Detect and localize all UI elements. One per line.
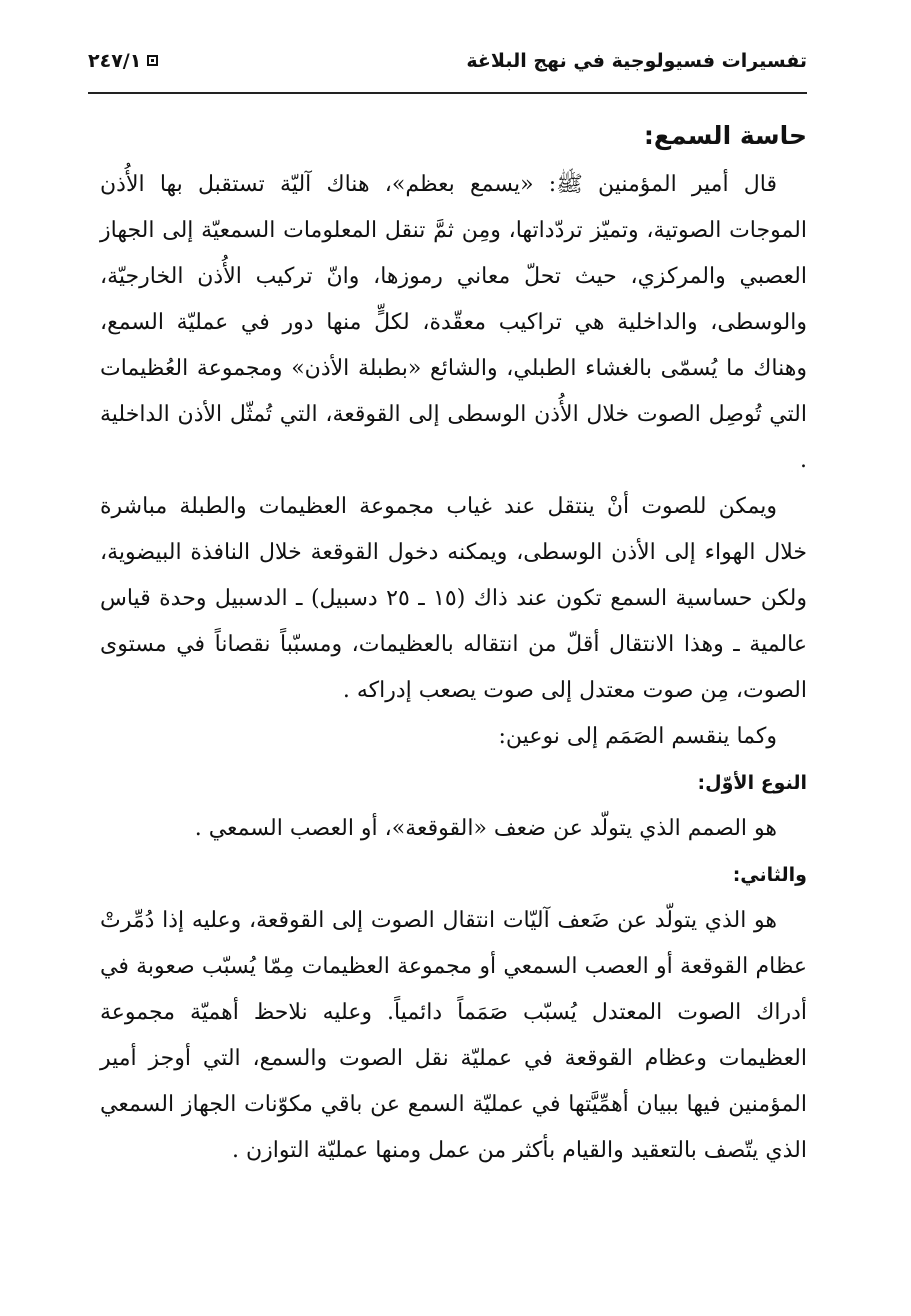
square-bullet-icon xyxy=(147,55,158,66)
running-title: تفسيرات فسيولوجية في نهج البلاغة xyxy=(466,50,807,72)
paragraph-4: هو الذي يتولّد عن ضَعف آليّات انتقال الصوت إلى القوقعة، وعليه إذا دُمِّرتْ عظام القوقعة أو العصب السمعي أو مجموعة العظيمات مِمّا يُسبّب صعوبة في أدراك الصوت المعتدل يُسبّب صَمَماً دائمياً. وعليه نلاحظ أهميّة مجموعة العظيمات وعظام القوقعة في عمليّة نقل الصوت والسمع، التي أوجز أمير المؤمنين فيها ببيان أهمِّيَّتها في عمليّة السمع عن باقي مكوّنات الجهاز السمعي الذي يتّصف بالتعقيد والقيام بأكثر من عمل ومنها عمليّة التوازن . xyxy=(100,908,807,1163)
page-number-block xyxy=(88,50,158,72)
paragraph-1: قال أمير المؤمنين ﷺ: «يسمع بعظم»، هناك آليّة تستقبل بها الأُذن الموجات الصوتية، وتميّز تردّداتها، ومِن ثمَّ تنقل المعلومات السمعيّة إلى الجهاز العصبي والمركزي، حيث تحلّ معاني رموزها، وانّ تركيب الأُذن الخارجيّة، والوسطى، والداخلية هي تراكيب معقّدة، لكلٍّ منها دور في عمليّة السمع، وهناك ما يُسمّى بالغشاء الطبلي، والشائع «بطبلة الأذن» ومجموعة العُظيمات التي تُوصِل الصوت خلال الأُذن الوسطى إلى القوقعة، التي تُمثّل الأذن الداخلية . xyxy=(100,172,807,473)
type-one-text: هو الصمم الذي يتولّد عن ضعف «القوقعة»، أو العصب السمعي . xyxy=(194,816,777,841)
page-header xyxy=(88,44,807,94)
section-title: حاسة السمع: xyxy=(643,121,807,150)
page-body xyxy=(100,110,807,1174)
page-number: ٢٤٧/١ xyxy=(88,50,142,72)
paragraph-3: وكما ينقسم الصَمَم إلى نوعين: xyxy=(498,724,777,749)
paragraph-2: ويمكن للصوت أنْ ينتقل عند غياب مجموعة العظيمات والطبلة مباشرة خلال الهواء إلى الأذن الوسطى، ويمكنه دخول القوقعة خلال النافذة البيضوية، ولكن حساسية السمع تكون عند ذاك (١٥ ـ ٢٥ دسبيل) ـ الدسبيل وحدة قياس عالمية ـ وهذا الانتقال أقلّ من انتقاله بالعظيمات، ومسبّباً نقصاناً في مستوى الصوت، مِن صوت معتدل إلى صوت يصعب إدراكه . xyxy=(100,494,807,703)
type-two-heading: والثاني: xyxy=(732,864,807,886)
type-one-heading: النوع الأوّل: xyxy=(697,772,807,794)
